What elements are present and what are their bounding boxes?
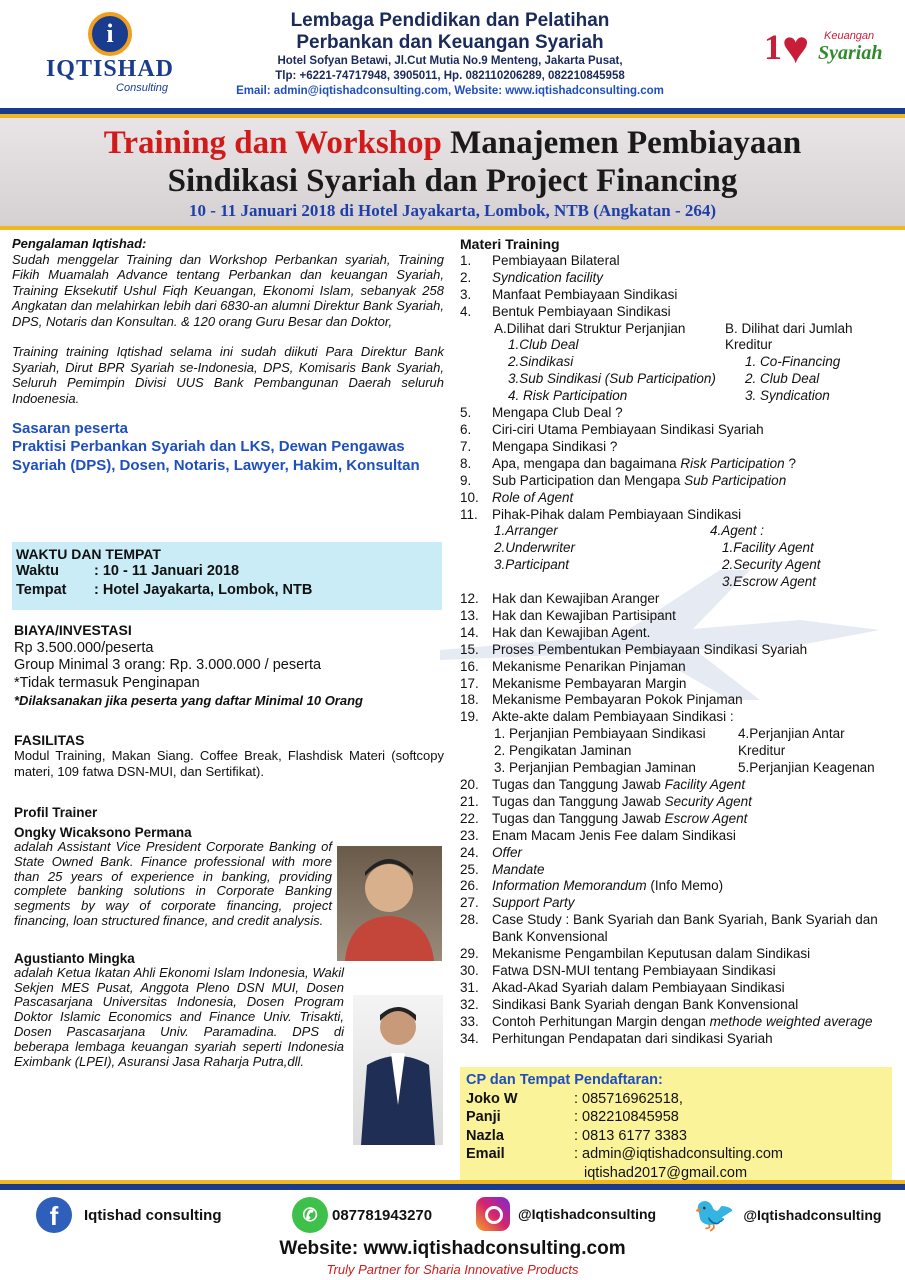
profil-heading: Profil Trainer bbox=[14, 805, 98, 820]
list-item: 2. Syndication facility bbox=[460, 269, 604, 285]
list-item: 26. Information Memorandum (Info Memo) bbox=[460, 878, 724, 894]
experience-text-1: Sudah menggelar Training dan Workshop Perbankan syariah, Training Fikih Muamalah Advance tentang Perbankan dan keuangan Syariah, Training Eksekutif Ushul Fiqh Keuangan, Ekonomi Islam, sebanyak 258 Angkatan dan melahirkan lebih dari 6830-an alumni Direktur Bank Syariah, DPS, Notaris dan Konsultan. & 120 orang Guru Besar dan Doktor, bbox=[12, 251, 444, 329]
biaya-line3: *Tidak termasuk Penginapan bbox=[14, 674, 200, 691]
hp: 082110206289, 082210845958 bbox=[465, 70, 625, 82]
materi-heading: Materi Training bbox=[460, 236, 560, 252]
trainer1-name: Ongky Wicaksono Permana bbox=[14, 825, 192, 840]
instagram-icon bbox=[476, 1197, 510, 1231]
website[interactable]: Website: www.iqtishadconsulting.com bbox=[279, 1238, 626, 1259]
trainer2-text: adalah Ketua Ikatan Ahli Ekonomi Islam Indonesia, Wakil Sekjen MES Pusat, Anggota Pleno DSN MUI, Dosen Pascasarjana Universitas Indonesia, Dosen Program Doktor Islamic Economics and Finance Univ. Trisakti, Dosen Pascasarjana Univ. Paramadina. DPS di beberapa lembaga keuangan syariah seperti Indonesia Eximbank (LPEI), Asuransi Jasa Raharja Putra,dll. bbox=[14, 964, 344, 1069]
sub-item: 2.Underwriter bbox=[494, 540, 576, 556]
title-date: 10 - 11 Januari 2018 di Hotel Jayakarta, Lombok, NTB (Angkatan - 264) bbox=[188, 201, 717, 220]
whatsapp-icon: ✆ bbox=[292, 1197, 328, 1233]
sub-item: 2.Security Agent bbox=[722, 557, 821, 573]
sub-item: 3. Syndication bbox=[745, 388, 830, 404]
facebook-link[interactable]: f Iqtishad consulting bbox=[36, 1197, 222, 1233]
waktu-label: Waktu bbox=[16, 563, 59, 579]
sub-item: 1.Facility Agent bbox=[722, 540, 814, 556]
contact-box bbox=[460, 1067, 892, 1182]
logo-name: IQTISHAD bbox=[45, 56, 175, 82]
sub-item: 3. Perjanjian Pembagian Jaminan bbox=[494, 760, 696, 776]
biaya-line2: Group Minimal 3 orang: Rp. 3.000.000 / peserta bbox=[14, 657, 322, 673]
ks-big: Syariah bbox=[818, 42, 883, 64]
sub-item: 2. Pengikatan Jaminan bbox=[494, 743, 632, 759]
contact-row: Joko W : 085716962518, bbox=[466, 1090, 683, 1107]
list-item: 20. Tugas dan Tanggung Jawab Facility Agent bbox=[460, 777, 746, 792]
title-line2: Sindikasi Syariah dan Project Financing bbox=[167, 163, 738, 199]
list-item: 14. Hak dan Kewajiban Agent. bbox=[460, 624, 651, 640]
materi-section bbox=[460, 236, 895, 1048]
list-item: 16. Mekanisme Penarikan Pinjaman bbox=[460, 658, 686, 674]
address: Hotel Sofyan Betawi, Jl.Cut Mutia No.9 Menteng, Jakarta Pusat, bbox=[277, 55, 623, 67]
instagram-link[interactable]: @Iqtishadconsulting bbox=[476, 1197, 656, 1231]
organization-info bbox=[190, 10, 710, 99]
sub-item: 3.Participant bbox=[494, 557, 570, 573]
email-web[interactable]: Email: admin@iqtishadconsulting.com, Website: www.iqtishadconsulting.com bbox=[236, 85, 664, 97]
sub-item: 1. Perjanjian Pembiayaan Sindikasi bbox=[494, 726, 706, 742]
list-item: 5. Mengapa Club Deal ? bbox=[460, 405, 623, 421]
list-item: 34. Perhitungan Pendapatan dari sindikasi Syariah bbox=[460, 1030, 773, 1046]
divider-gold-2 bbox=[0, 226, 905, 230]
sasaran-text: Praktisi Perbankan Syariah dan LKS, Dewan Pengawas Syariah (DPS), Dosen, Notaris, Lawyer, Hakim, Konsultan bbox=[12, 438, 420, 474]
whatsapp-link[interactable]: ✆ 087781943270 bbox=[292, 1197, 432, 1233]
list-item: 9. Sub Participation dan Mengapa Sub Participation bbox=[460, 472, 787, 488]
title-black: Manajemen Pembiayaan bbox=[450, 125, 802, 161]
biaya-line4: *Dilaksanakan jika peserta yang daftar Minimal 10 Orang bbox=[14, 693, 363, 708]
biaya-line1: Rp 3.500.000/peserta bbox=[14, 639, 154, 656]
list-item: 10. Role of Agent bbox=[460, 489, 574, 505]
list-item: 6. Ciri-ciri Utama Pembiayaan Sindikasi Syariah bbox=[460, 421, 764, 437]
contact-row: iqtishad2017@gmail.com bbox=[584, 1164, 748, 1181]
waktu-row bbox=[12, 562, 442, 581]
list-item: 19. Akte-akte dalam Pembiayaan Sindikasi : bbox=[460, 709, 734, 725]
list-item: 27. Support Party bbox=[460, 895, 575, 911]
sub-item: 2. Club Deal bbox=[745, 371, 820, 387]
biaya-section bbox=[14, 622, 444, 710]
left-column bbox=[12, 236, 444, 475]
list-item-11-sub bbox=[460, 523, 895, 591]
fasilitas-text: Modul Training, Makan Siang. Coffee Break, Flashdisk Materi (softcopy materi, 109 fatwa DSN-MUI, dan Sertifikat). bbox=[14, 748, 444, 779]
fasilitas-heading: FASILITAS bbox=[14, 732, 85, 748]
list-item: 18. Mekanisme Pembayaran Pokok Pinjaman bbox=[460, 692, 743, 708]
facebook-icon: f bbox=[36, 1197, 72, 1233]
list-item: 8. Apa, mengapa dan bagaimana Risk Participation ? bbox=[460, 455, 796, 471]
list-item: 30. Fatwa DSN-MUI tentang Pembiayaan Sindikasi bbox=[460, 962, 776, 978]
trainer1-text: adalah Assistant Vice President Corporate Banking of State Owned Bank. Finance professional with more than 25 years of experience in banking, providing complete banking solutions in Corporate Banking segments by way of corporate financing, project financing, loan structured finance, and credit analysis. bbox=[14, 839, 332, 928]
contact-heading: CP dan Tempat Pendaftaran: bbox=[466, 1072, 663, 1088]
sub-item: 1.Club Deal bbox=[508, 337, 579, 353]
sub-item: 3.Escrow Agent bbox=[722, 574, 817, 590]
fasilitas-section bbox=[14, 732, 444, 780]
sub-item: 2.Sindikasi bbox=[508, 354, 574, 370]
list-item: 1. Pembiayaan Bilateral bbox=[460, 252, 620, 268]
contact-row: Nazla : 0813 6177 3383 bbox=[466, 1127, 687, 1144]
list-item: 15. Proses Pembentukan Pembiayaan Sindikasi Syariah bbox=[460, 641, 808, 657]
keuangan-syariah-logo bbox=[762, 22, 892, 82]
sub-item: 5.Perjanjian Keagenan bbox=[738, 760, 875, 776]
sub-item: 4. Risk Participation bbox=[508, 388, 628, 404]
waktu-heading: WAKTU DAN TEMPAT bbox=[16, 546, 161, 562]
trainer1-photo bbox=[337, 846, 442, 961]
phone: Tlp: +6221-74717948, 3905011, bbox=[275, 70, 441, 82]
sub-item: 3.Sub Sindikasi (Sub Participation) bbox=[508, 371, 716, 387]
contact-row: Panji : 082210845958 bbox=[466, 1109, 679, 1125]
person-icon bbox=[337, 846, 442, 961]
sub-item: B. Dilihat dari Jumlah Kreditur bbox=[725, 320, 853, 353]
list-item: 11. Pihak-Pihak dalam Pembiayaan Sindikasi bbox=[460, 506, 742, 522]
phone-line bbox=[190, 69, 710, 84]
list-item: 29. Mekanisme Pengambilan Keputusan dalam Sindikasi bbox=[460, 946, 811, 962]
person-icon bbox=[353, 995, 443, 1145]
list-item: 7. Mengapa Sindikasi ? bbox=[460, 438, 618, 454]
list-item-4-sub bbox=[460, 321, 895, 406]
tagline: Truly Partner for Sharia Innovative Products bbox=[326, 1262, 579, 1277]
list-item: 12. Hak dan Kewajiban Aranger bbox=[460, 591, 660, 607]
org-line1: Lembaga Pendidikan dan Pelatihan bbox=[290, 10, 610, 31]
list-item-19-sub bbox=[460, 726, 895, 777]
list-item: 23. Enam Macam Jenis Fee dalam Sindikasi bbox=[460, 827, 736, 843]
trainer2-name: Agustianto Mingka bbox=[14, 950, 135, 966]
list-item: 17. Mekanisme Pembayaran Margin bbox=[460, 675, 687, 691]
org-line2: Perbankan dan Keuangan Syariah bbox=[296, 32, 604, 53]
title-line1 bbox=[0, 124, 905, 162]
experience-text-2: Training training Iqtishad selama ini sudah diikuti Para Direktur Bank Syariah, Dirut BPR Syariah se-Indonesia, DPS, Komisaris Bank Syariah, Seluruh Pemimpin Divisi UUS Bank Pembangunan Daerah seluruh Indoenesia. bbox=[12, 344, 444, 406]
twitter-icon: 🐦 bbox=[693, 1196, 736, 1234]
header bbox=[0, 0, 905, 110]
list-item: 24. Offer bbox=[460, 844, 523, 860]
list-item: 32. Sindikasi Bank Syariah dengan Bank Konvensional bbox=[460, 996, 799, 1012]
hp-label: Hp. bbox=[443, 70, 463, 82]
logo-sub: Consulting bbox=[116, 82, 168, 94]
list-item: 13. Hak dan Kewajiban Partisipant bbox=[460, 607, 676, 623]
trainer2-photo bbox=[353, 995, 443, 1145]
list-item: 25. Mandate bbox=[460, 861, 545, 877]
list-item: 33. Contoh Perhitungan Margin dengan methode weighted average bbox=[460, 1013, 873, 1029]
sub-item: 4.Agent : bbox=[710, 523, 765, 539]
sub-item: A.Dilihat dari Struktur Perjanjian bbox=[494, 320, 686, 336]
list-item: 22. Tugas dan Tanggung Jawab Escrow Agent bbox=[460, 810, 748, 826]
list-item: 21. Tugas dan Tanggung Jawab Security Agent bbox=[460, 793, 752, 809]
biaya-heading: BIAYA/INVESTASI bbox=[14, 622, 132, 638]
sub-item: 4.Perjanjian Antar Kreditur bbox=[738, 726, 845, 759]
sasaran-heading: Sasaran peserta bbox=[12, 420, 128, 437]
tempat-label: Tempat bbox=[16, 582, 67, 598]
ks-small: Keuangan bbox=[824, 30, 875, 42]
sub-item: 1. Co-Financing bbox=[745, 354, 841, 370]
list-item: 31. Akad-Akad Syariah dalam Pembiayaan Sindikasi bbox=[460, 979, 785, 995]
twitter-link[interactable]: 🐦 @Iqtishadconsulting bbox=[693, 1196, 882, 1234]
waktu-tempat-box bbox=[12, 542, 442, 610]
title-red: Training dan Workshop bbox=[103, 125, 442, 161]
logo-mark-icon: i bbox=[88, 12, 132, 56]
title-box bbox=[0, 118, 905, 226]
iqtishad-logo bbox=[40, 12, 180, 102]
waktu-value: : 10 - 11 Januari 2018 bbox=[94, 563, 240, 579]
sub-item: 1.Arranger bbox=[494, 523, 558, 539]
list-item: 28. Case Study : Bank Syariah dan Bank Syariah, Bank Syariah dan Bank Konvensional bbox=[460, 912, 878, 945]
ks-number: 1 bbox=[764, 27, 782, 67]
heart-icon: ♥ bbox=[782, 21, 810, 73]
list-item: 3. Manfaat Pembiayaan Sindikasi bbox=[460, 286, 678, 302]
experience-heading: Pengalaman Iqtishad: bbox=[12, 236, 147, 251]
tempat-value: : Hotel Jayakarta, Lombok, NTB bbox=[94, 582, 313, 598]
tempat-row bbox=[12, 581, 442, 600]
list-item: 4. Bentuk Pembiayaan Sindikasi bbox=[460, 303, 671, 319]
contact-row: Email : admin@iqtishadconsulting.com bbox=[466, 1146, 783, 1162]
